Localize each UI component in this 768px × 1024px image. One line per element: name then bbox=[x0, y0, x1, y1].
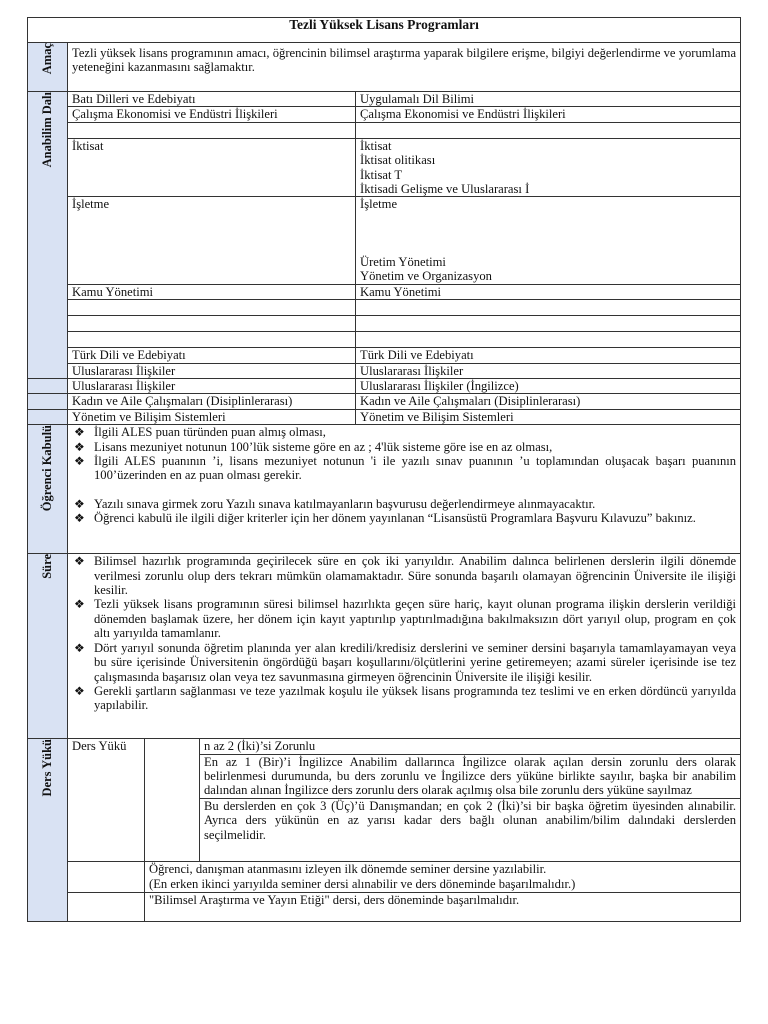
program-cell bbox=[356, 197, 741, 284]
list-item: ❖ Öğrenci kabulü ile ilgili diğer kriterler için her dönem yayınlanan “Lisansüstü Programlara Başvuru Kılavuzu” bakınız. bbox=[74, 511, 696, 526]
ders-yuku-inner-table bbox=[200, 739, 740, 842]
program-cell: Yönetim ve Bilişim Sistemleri bbox=[356, 409, 741, 424]
program-line: İktisat olitikası bbox=[360, 153, 436, 168]
dept-cell bbox=[68, 122, 356, 138]
side-spacer bbox=[28, 379, 68, 394]
program-cell bbox=[356, 122, 741, 138]
document-page bbox=[27, 17, 740, 922]
diamond-bullet-icon: ❖ bbox=[74, 511, 85, 526]
dept-cell: Uluslararası İlişkiler bbox=[68, 363, 356, 378]
program-table bbox=[27, 17, 741, 922]
diamond-bullet-icon: ❖ bbox=[74, 683, 85, 698]
program-line: Üretim Yönetimi bbox=[360, 255, 446, 270]
seminer-line: (En erken ikinci yarıyılda seminer dersi alınabilir ve ders döneminde başarılmalıdır.) bbox=[149, 876, 576, 891]
program-line: Yönetim ve Organizasyon bbox=[360, 269, 492, 284]
side-spacer bbox=[28, 409, 68, 424]
diamond-bullet-icon: ❖ bbox=[74, 554, 85, 569]
etik-blank bbox=[68, 893, 145, 922]
dept-cell bbox=[68, 316, 356, 332]
dept-cell: Batı Dilleri ve Edebiyatı bbox=[68, 92, 356, 107]
list-item: ❖ Yazılı sınava girmek zoru Yazılı sınava katılmayanların başvurusu değerlendirmeye alınmayacaktır. bbox=[74, 496, 596, 511]
diamond-bullet-icon: ❖ bbox=[74, 425, 85, 440]
dept-cell: Uluslararası İlişkiler bbox=[68, 379, 356, 394]
dept-cell: Kamu Yönetimi bbox=[68, 284, 356, 299]
diamond-bullet-icon: ❖ bbox=[74, 454, 85, 469]
program-cell: Kadın ve Aile Çalışmaları (Disiplinlerarası) bbox=[356, 394, 741, 409]
rule-danisman: Bu derslerden en çok 3 (Üç)’ü Danışmandan; en çok 2 (İki)’si bir başka öğretim üyesinden alınabilir. Ayrıca ders yükünün en az yarısı kadar ders bağlı olunan anabilim/bilim dalındaki derslerden seçilmelidir. bbox=[200, 798, 740, 842]
ogrenci-kabulu-content bbox=[68, 425, 741, 554]
program-line: İşletme bbox=[360, 197, 398, 212]
program-cell: Uluslararası İlişkiler bbox=[356, 363, 741, 378]
ders-yuku-rules bbox=[200, 739, 741, 862]
list-item: ❖ Dört yarıyıl sonunda öğretim planında yer alan kredili/kredisiz derslerini ve seminer dersini başarıyla tamamlayamayan veya bu süre içerisinde Üniversitenin öngördüğü başarı koşullarını/ölçütlerini yerine getiremeyen; azami süreler içerisinde ise tez çalışmasında başarısız olan veya tez savunmasına girmeyen öğrencinin Üniversite ile ilişiği kesilir. bbox=[74, 640, 737, 684]
dept-cell: Türk Dili ve Edebiyatı bbox=[68, 348, 356, 363]
program-line bbox=[360, 212, 736, 226]
side-label-sure: Süre bbox=[28, 554, 68, 739]
side-label-anabilim: Anabilim Dalı bbox=[28, 92, 68, 379]
amac-text: Tezli yüksek lisans programının amacı, öğrencinin bilimsel araştırma yaparak bilgilere erişme, bilgiyi değerlendirme ve yorumlama yeteneğini kazanmasını sağlamaktır. bbox=[68, 43, 741, 92]
seminer-line: Öğrenci, danışman atanmasını izleyen ilk dönemde seminer dersine yazılabilir. bbox=[149, 862, 547, 877]
program-line: İktisat bbox=[360, 138, 392, 153]
dept-cell bbox=[68, 300, 356, 316]
diamond-bullet-icon: ❖ bbox=[74, 597, 85, 612]
spacer bbox=[72, 483, 736, 497]
dept-cell: Kadın ve Aile Çalışmaları (Disiplinlerarası) bbox=[68, 394, 356, 409]
diamond-bullet-icon: ❖ bbox=[74, 640, 85, 655]
list-item: ❖ Lisans mezuniyet notunun 100’lük sisteme göre en az ; 4'lük sisteme göre ise en az olması, bbox=[74, 439, 553, 454]
etik-cell: "Bilimsel Araştırma ve Yayın Etiği" dersi, ders döneminde başarılmalıdır. bbox=[145, 893, 741, 922]
program-cell bbox=[356, 300, 741, 316]
dept-cell: Yönetim ve Bilişim Sistemleri bbox=[68, 409, 356, 424]
dept-cell: İşletme bbox=[68, 197, 356, 284]
dept-cell: İktisat bbox=[68, 138, 356, 197]
list-item: ❖ Bilimsel hazırlık programında geçirilecek süre en çok iki yarıyıldır. Anabilim dalınca belirlenen derslerin ilgili dönemde verilmesi zorunlu olup ders tekrarı mümkün olamamaktadır. Süre sonunda başarılı olamayan öğrencinin Üniversite ile ilişiği kesilir. bbox=[74, 554, 737, 598]
dept-cell bbox=[68, 332, 356, 348]
rule-ingilizce: En az 1 (Bir)’i İngilizce Anabilim dallarınca İngilizce olarak açılan dersin zorunlu ders olarak belirlenmesi durumunda, bu ders zorunlu ve İngilizce ders yüküne birlikte sayılır, başka bir anabilim dalından alınan İngilizce ders zorunlu ders olarak açılmış olsa bile zorunlu ders yüküne sayılmaz bbox=[200, 754, 740, 798]
program-cell: Çalışma Ekonomisi ve Endüstri İlişkileri bbox=[356, 107, 741, 122]
side-label-ders-yuku: Ders Yükü bbox=[28, 739, 68, 922]
list-item: ❖ İlgili ALES puanının ’i, lisans mezuniyet notunun 'i ile yazılı sınav puanının ’u toplamından oluşacak başarı puanının 100’üzerinden en az puan olması gerekir. bbox=[74, 454, 737, 483]
program-cell: Türk Dili ve Edebiyatı bbox=[356, 348, 741, 363]
diamond-bullet-icon: ❖ bbox=[74, 496, 85, 511]
program-cell bbox=[356, 332, 741, 348]
seminer-cell bbox=[145, 862, 741, 893]
program-line bbox=[360, 226, 736, 240]
program-cell bbox=[356, 316, 741, 332]
list-item: ❖ Tezli yüksek lisans programının süresi bilimsel hazırlıkta geçen süre hariç, kayıt olunan programa ilişkin derslerin verildiği dönemden başlamak üzere, her dönem için kayıt yaptırılıp yaptırılmadığına bakılmaksızın dört yarıyıl olup, program en çok altı yarıyılda tamamlanır. bbox=[74, 597, 737, 641]
program-line bbox=[360, 241, 736, 255]
program-cell: Kamu Yönetimi bbox=[356, 284, 741, 299]
program-line: İktisadi Gelişme ve Uluslararası İ bbox=[360, 182, 530, 197]
list-item: ❖ Gerekli şartların sağlanması ve teze yazılmak koşulu ile yüksek lisans programında tez teslimi ve en erken dördüncü yarıyılda yapılabilir. bbox=[74, 683, 737, 713]
seminer-blank bbox=[68, 862, 145, 893]
program-cell: Uygulamalı Dil Bilimi bbox=[356, 92, 741, 107]
side-label-amac: Amaç bbox=[28, 43, 68, 92]
program-line: İktisat T bbox=[360, 167, 403, 182]
side-label-ogrenci-kabulu: Öğrenci Kabulü bbox=[28, 425, 68, 554]
program-cell: Uluslararası İlişkiler (İngilizce) bbox=[356, 379, 741, 394]
side-spacer bbox=[28, 394, 68, 409]
dept-cell: Çalışma Ekonomisi ve Endüstri İlişkileri bbox=[68, 107, 356, 122]
diamond-bullet-icon: ❖ bbox=[74, 439, 85, 454]
program-cell bbox=[356, 138, 741, 197]
ders-yuku-blank bbox=[145, 739, 200, 862]
ders-yuku-label: Ders Yükü bbox=[68, 739, 145, 862]
sure-content bbox=[68, 554, 741, 739]
list-item: ❖ İlgili ALES puan türünden puan almış olması, bbox=[74, 425, 326, 440]
table-title: Tezli Yüksek Lisans Programları bbox=[28, 18, 741, 43]
rule-zorunlu: n az 2 (İki)’si Zorunlu bbox=[200, 739, 740, 754]
